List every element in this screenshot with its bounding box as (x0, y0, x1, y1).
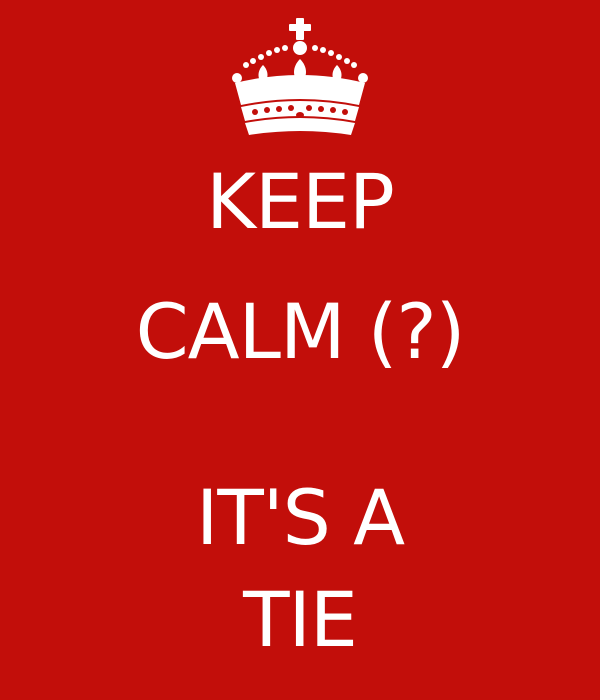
poster-line-calm: CALM (?) (135, 287, 465, 376)
poster-line-keep: KEEP (206, 157, 394, 246)
poster-line-tie: TIE (243, 575, 357, 664)
poster-line-its-a: IT'S A (195, 473, 405, 562)
crown-icon (227, 15, 373, 139)
